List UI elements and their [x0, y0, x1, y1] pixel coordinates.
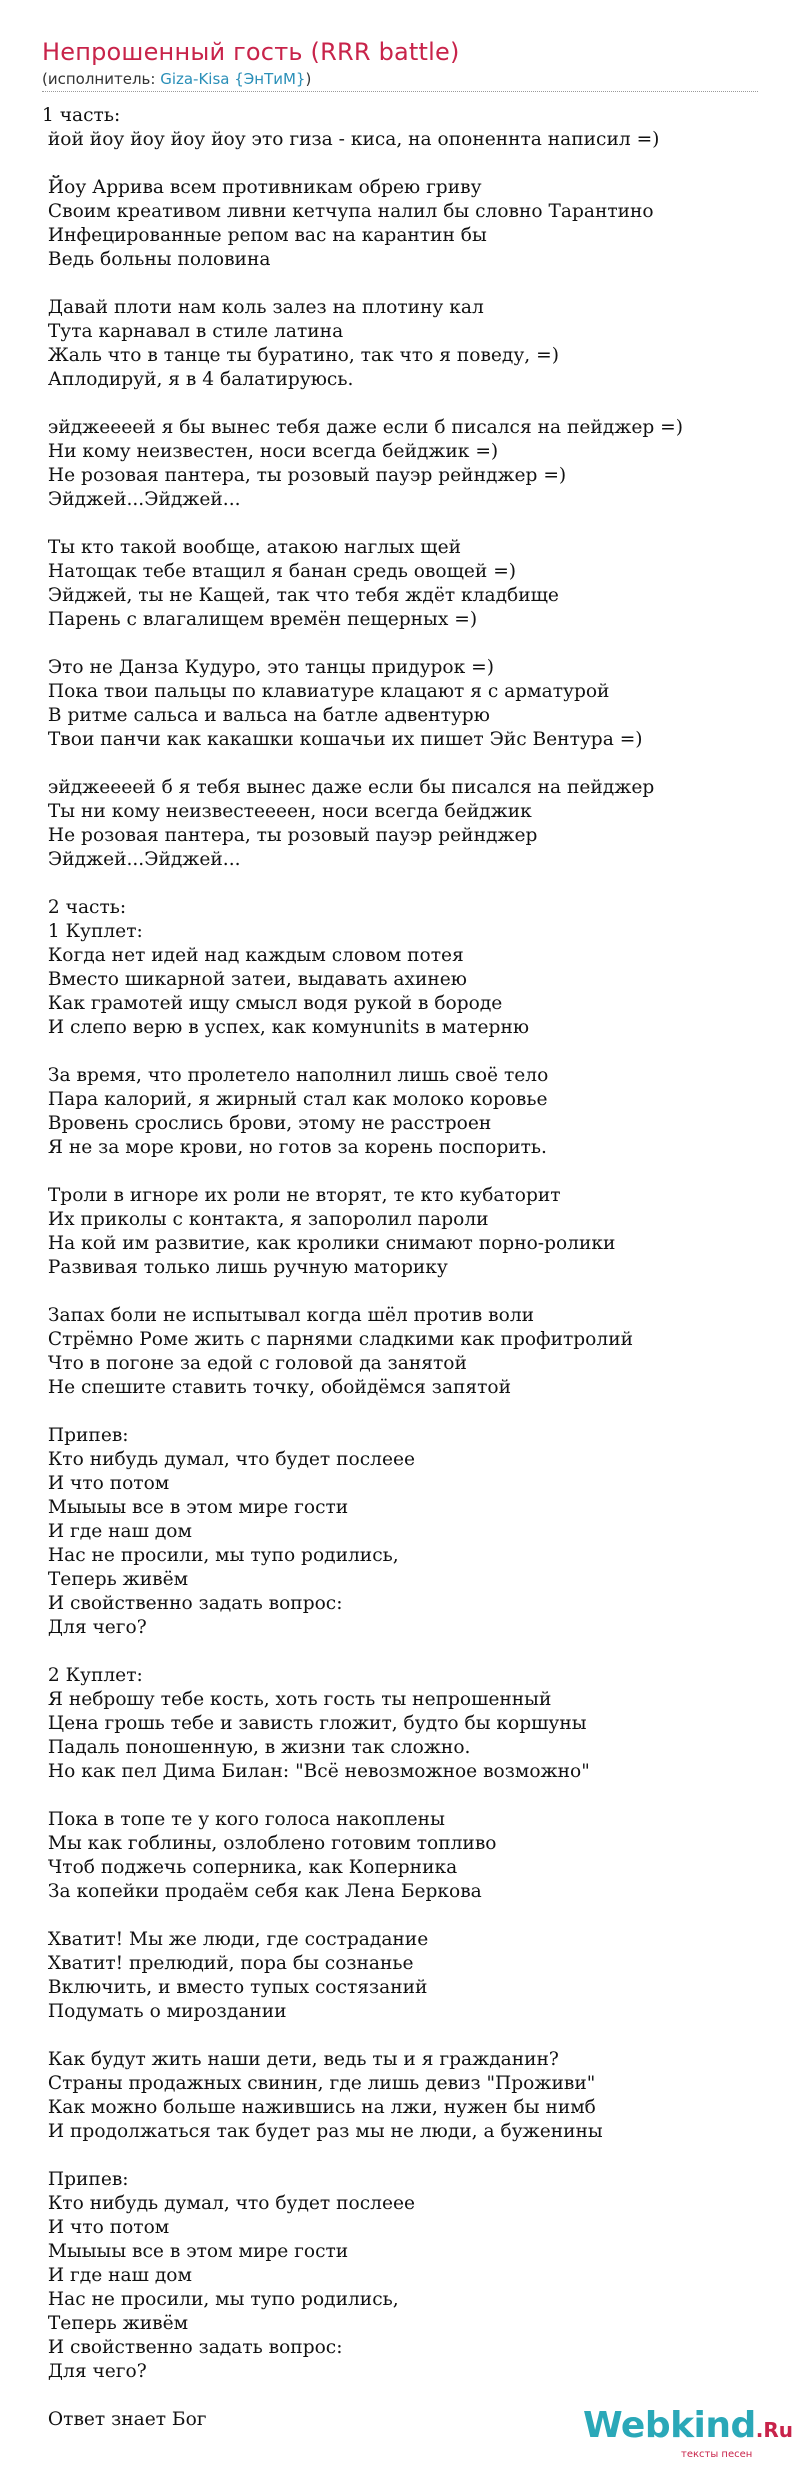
logo-subtitle: тексты песен: [681, 2449, 753, 2460]
logo-word: Webkind: [583, 2405, 756, 2446]
artist-link[interactable]: Giza-Kisa {ЭнТиМ}: [160, 70, 306, 88]
header-divider: [42, 91, 758, 92]
artist-suffix: ): [305, 70, 312, 88]
lyrics-text: 1 часть: йой йоу йоу йоу йоу это гиза - киса, на опоненнта написил =) Йоу Аррива всем противникам обрею гриву Своим креативом ливни кетчупа налил бы словно Тарантино Инфецированные репом вас на карантин бы Ведь больны половина Давай плоти нам коль залез на плотину кал Тута карнавал в стиле латина Жаль что в танце ты буратино, так что я поведу, =) Аплодируй, я в 4 балатируюсь. эйджеееей я бы вынес тебя даже если б писался на пейджер =) Ни кому неизвестен, носи всегда бейджик =) Не розовая пантера, ты розовый пауэр рейнджер =) Эйджей...Эйджей... Ты кто такой вообще, атакою наглых щей Натощак тебе втащил я банан средь овощей =) Эйджей, ты не Кащей, так что тебя ждёт кладбище Парень с влагалищем времён пещерных =) Это не Данза Кудуро, это танцы придурок =) Пока твои пальцы по клавиатуре клацают я с арматурой В ритме сальса и вальса на батле адвентурю Твои панчи как какашки кошачьи их пишет Эйс Вентура =) эйджеееей б я тебя вынес даже если бы писался на пейджер Ты ни кому неизвестеееен, носи всегда бейджик Не розовая пантера, ты розовый пауэр рейнджер Эйджей...Эйджей... 2 часть: 1 Куплет: Когда нет идей над каждым словом потея Вместо шикарной затеи, выдавать ахинею Как грамотей ищу смысл водя рукой в бороде И слепо верю в успех, как комунunits в матерню За время, что пролетело наполнил лишь своё тело Пара калорий, я жирный стал как молоко коровье Вровень срослись брови, этому не расстроен Я не за море крови, но готов за корень поспорить. Троли в игноре их роли не вторят, те кто кубаторит Их приколы с контакта, я запоролил пароли На кой им развитие, как кролики снимают порно-ролики Развивая только лишь ручную маторику Запах боли не испытывал когда шёл против воли Стрёмно Роме жить с парнями сладкими как профитролий Что в погоне за едой с головой да занятой Не спешите ставить точку, обойдёмся запятой Припев: Кто нибудь думал, что будет послеее И что потом Мыыыы все в этом мире гости И где наш дом Нас не просили, мы тупо родились, Теперь живём И свойственно задать вопрос: Для чего? 2 Куплет: Я неброшу тебе кость, хоть гость ты непрошенный Цена грошь тебе и зависть гложит, будто бы коршуны Падаль поношенную, в жизни так сложно. Но как пел Дима Билан: "Всё невозможное возможно" Пока в топе те у кого голоса накоплены Мы как гоблины, озлоблено готовим топливо Чтоб поджечь соперника, как Коперника За копейки продаём себя как Лена Беркова Хватит! Мы же люди, где сострадание Хватит! прелюдий, пора бы сознанье Включить, и вместо тупых состязаний Подумать о мироздании Как будут жить наши дети, ведь ты и я гражданин? Страны продажных свинин, где лишь девиз "Проживи" Как можно больше нажившись на лжи, нужен бы нимб И продолжаться так будет раз мы не люди, а буженины Припев: Кто нибудь думал, что будет послеее И что потом Мыыыы все в этом мире гости И где наш дом Нас не просили, мы тупо родились, Теперь живём И свойственно задать вопрос: Для чего? Ответ знает Бог: [42, 105, 683, 2430]
artist-prefix: (исполнитель:: [42, 70, 161, 88]
site-logo[interactable]: [583, 2405, 794, 2465]
logo-tld: .Ru: [755, 2418, 794, 2442]
song-title: Непрошенный гость (RRR battle): [42, 38, 460, 66]
artist-line: [42, 70, 311, 88]
logo-wordmark: [583, 2405, 793, 2446]
